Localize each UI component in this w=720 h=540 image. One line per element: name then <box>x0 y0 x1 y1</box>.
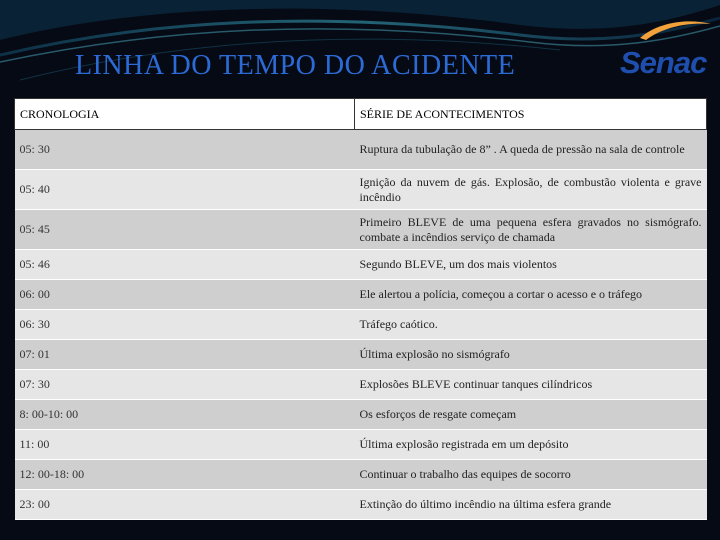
event-cell: Primeiro BLEVE de uma pequena esfera gravados no sismógrafo. combate a incêndios serviço de chamada <box>355 210 707 250</box>
time-cell: 07: 30 <box>15 370 355 400</box>
event-cell: Os esforços de resgate começam <box>355 400 707 430</box>
event-cell: Explosões BLEVE continuar tanques cilíndricos <box>355 370 707 400</box>
time-cell: 23: 00 <box>15 490 355 520</box>
page-title: LINHA DO TEMPO DO ACIDENTE <box>75 50 516 81</box>
event-cell: Última explosão no sismógrafo <box>355 340 707 370</box>
event-cell: Ele alertou a polícia, começou a cortar o acesso e o tráfego <box>355 280 707 310</box>
event-cell: Ruptura da tubulação de 8” . A queda de pressão na sala de controle <box>355 130 707 170</box>
column-header-chronology: CRONOLOGIA <box>15 99 355 130</box>
event-cell: Última explosão registrada em um depósito <box>355 430 707 460</box>
table-row <box>15 310 707 340</box>
table-row <box>15 210 707 250</box>
event-cell: Ignição da nuvem de gás. Explosão, de combustão violenta e grave incêndio <box>355 170 707 210</box>
time-cell: 05: 40 <box>15 170 355 210</box>
table-row <box>15 280 707 310</box>
event-cell: Continuar o trabalho das equipes de socorro <box>355 460 707 490</box>
logo-swoosh-icon <box>638 18 713 42</box>
column-header-events: SÉRIE DE ACONTECIMENTOS <box>355 99 707 130</box>
table-row <box>15 490 707 520</box>
table-row <box>15 130 707 170</box>
time-cell: 05: 45 <box>15 210 355 250</box>
logo-text: Senac <box>620 45 707 80</box>
table-row <box>15 340 707 370</box>
time-cell: 05: 30 <box>15 130 355 170</box>
table-row <box>15 250 707 280</box>
time-cell: 8: 00-10: 00 <box>15 400 355 430</box>
event-cell: Tráfego caótico. <box>355 310 707 340</box>
table-row <box>15 460 707 490</box>
table-row <box>15 400 707 430</box>
table-row <box>15 370 707 400</box>
table-header-row <box>15 99 707 130</box>
time-cell: 06: 30 <box>15 310 355 340</box>
senac-logo <box>620 18 715 78</box>
table-row <box>15 170 707 210</box>
event-cell: Extinção do último incêndio na última esfera grande <box>355 490 707 520</box>
time-cell: 07: 01 <box>15 340 355 370</box>
time-cell: 12: 00-18: 00 <box>15 460 355 490</box>
event-cell: Segundo BLEVE, um dos mais violentos <box>355 250 707 280</box>
time-cell: 11: 00 <box>15 430 355 460</box>
timeline-table <box>14 98 707 520</box>
time-cell: 06: 00 <box>15 280 355 310</box>
table-row <box>15 430 707 460</box>
time-cell: 05: 46 <box>15 250 355 280</box>
